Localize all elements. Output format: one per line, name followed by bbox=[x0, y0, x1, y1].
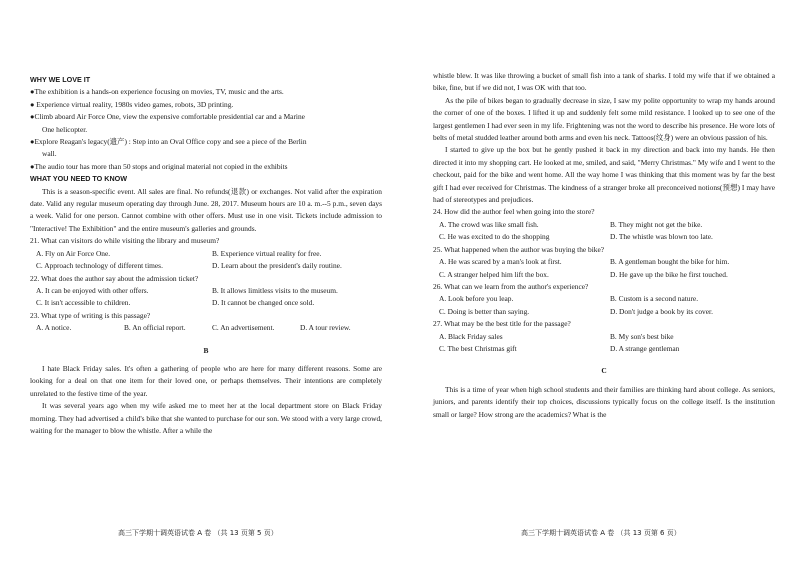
passage-b-paragraph: whistle blew. It was like throwing a bucket of small fish into a tank of sharks. I told my wife that if we obtained a bike, fine, but if we did not, I was OK with that too. bbox=[433, 71, 775, 93]
option: A. A notice. bbox=[36, 323, 72, 333]
question-25-options bbox=[433, 256, 775, 281]
option: B. My son's best bike bbox=[610, 331, 674, 341]
option: D. Learn about the president's daily routine. bbox=[212, 261, 342, 271]
question-22: 22. What does the author say about the admission ticket? bbox=[30, 273, 199, 283]
section-b-label: B bbox=[203, 345, 209, 355]
why-we-love-it-heading: WHY WE LOVE IT bbox=[30, 75, 91, 84]
what-you-need-to-know-heading: WHAT YOU NEED TO KNOW bbox=[30, 174, 128, 184]
question-22-options bbox=[30, 285, 382, 310]
left-column bbox=[30, 74, 382, 437]
page-footer: 高三下学期十调英语试卷 A 卷 （共 13 页第 5 页） bbox=[118, 529, 278, 537]
question-27: 27. What may be the best title for the passage? bbox=[433, 319, 571, 329]
question-25: 25. What happened when the author was buying the bike? bbox=[433, 244, 605, 254]
section-c-label: C bbox=[601, 366, 607, 376]
option: A. Fly on Air Force One. bbox=[36, 248, 111, 258]
question-21-options bbox=[30, 248, 382, 273]
passage-b-paragraph: It was several years ago when my wife asked me to meet her at the local department store on Black Friday morning. They had advertised a child's bike that she wanted to purchase for our son. We stood with a very large crowd, waiting for the manager to blow the whistle. After a while the bbox=[30, 401, 382, 435]
option: C. A stranger helped him lift the box. bbox=[439, 269, 549, 279]
page-footer: 高三下学期十调英语试卷 A 卷 （共 13 页第 6 页） bbox=[521, 529, 681, 537]
bullet-item: ●Climb aboard Air Force One, view the expensive comfortable presidential car and a Marine bbox=[30, 112, 305, 122]
option: B. Experience virtual reality for free. bbox=[212, 248, 322, 258]
question-24: 24. How did the author feel when going into the store? bbox=[433, 207, 595, 217]
option: C. Approach technology of different times. bbox=[36, 261, 163, 271]
question-24-options bbox=[433, 219, 775, 244]
option: A. Look before you leap. bbox=[439, 294, 514, 304]
question-26: 26. What can we learn from the author's experience? bbox=[433, 281, 589, 291]
bullet-item: ● Experience virtual reality, 1980s video games, robots, 3D printing. bbox=[30, 99, 234, 109]
right-column bbox=[433, 70, 775, 421]
option: D. He gave up the bike he first touched. bbox=[610, 269, 728, 279]
ticket-terms-paragraph: This is a season-specific event. All sales are final. No refunds(退款) or exchanges. Not valid after the expiration date. Valid any regular museum operating day through June. 28, 2017. Museum hours are 10 a. m.--5 p.m., seven days a week. Valid for one person. Cannot combine with other offers. Must use in one visit. Tickets include admission to "Interactive! The Exhibition" and the entire museum's galleries and grounds. bbox=[30, 186, 382, 233]
bullet-continuation: One helicopter. bbox=[42, 124, 88, 134]
question-26-options bbox=[433, 293, 775, 318]
option: A. The crowd was like small fish. bbox=[439, 219, 539, 229]
option: B. A gentleman bought the bike for him. bbox=[610, 257, 730, 267]
option: C. Doing is better than saying. bbox=[439, 306, 530, 316]
option: D. The whistle was blown too late. bbox=[610, 232, 713, 242]
question-27-options bbox=[433, 331, 775, 356]
option: A. It can be enjoyed with other offers. bbox=[36, 285, 149, 295]
bullet-item: ●Explore Reagan's legacy(遗产) : Step into an Oval Office copy and see a piece of the Berlin bbox=[30, 137, 307, 147]
option: C. An advertisement. bbox=[212, 323, 275, 333]
bullet-item: ●The audio tour has more than 50 stops and original material not copied in the exhibits bbox=[30, 161, 288, 171]
question-23: 23. What type of writing is this passage? bbox=[30, 310, 151, 320]
option: D. Don't judge a book by its cover. bbox=[610, 306, 713, 316]
option: C. It isn't accessible to children. bbox=[36, 298, 131, 308]
question-23-options bbox=[30, 322, 382, 334]
option: B. Custom is a second nature. bbox=[610, 294, 699, 304]
bullet-continuation: wall. bbox=[42, 149, 57, 159]
option: C. He was excited to do the shopping bbox=[439, 232, 550, 242]
option: C. The best Christmas gift bbox=[439, 343, 517, 353]
passage-b-paragraph: As the pile of bikes began to gradually decrease in size, I saw my polite opportunity to wrap my hands around the corner of one of the boxes. I lifted it up and suddenly felt some mild resistance. I looked up to see one of the largest gentlemen I had ever seen in my life. Frightening was not the word to describe his presence. He wore lots of belts of metal studded leather around both arms and even his neck. Tattoos(纹身) were an obvious passion of his. bbox=[433, 95, 775, 143]
option: A. He was scared by a man's look at first. bbox=[439, 257, 562, 267]
option: B. It allows limitless visits to the museum. bbox=[212, 285, 338, 295]
option: D. A tour review. bbox=[300, 323, 351, 333]
option: B. An official report. bbox=[124, 323, 186, 333]
passage-b-paragraph: I hate Black Friday sales. It's often a gathering of people who are here for many different reasons. Some are looking for a deal on that one item for their loved one, or perhaps themselves. Their intentions are completely unrelated to the festive time of the year. bbox=[30, 363, 382, 398]
right-page bbox=[397, 0, 794, 561]
question-21: 21. What can visitors do while visiting the library and museum? bbox=[30, 236, 220, 246]
passage-c-paragraph: This is a time of year when high school students and their families are thinking hard about college. As seniors, juniors, and parents identify their top choices, discussions typically focus on the college itself. Is the institution small or large? How strong are the academics? What is the bbox=[433, 384, 775, 419]
option: D. A strange gentleman bbox=[610, 343, 680, 353]
option: B. They might not get the bike. bbox=[610, 219, 703, 229]
option: D. It cannot be changed once sold. bbox=[212, 298, 315, 308]
bullet-item: ●The exhibition is a hands-on experience focusing on movies, TV, music and the arts. bbox=[30, 87, 284, 97]
passage-b-paragraph: I started to give up the box but he gently pushed it back in my direction and back into my hands. He then directed it into my shopping cart. He looked at me, smiled, and said, "Merry Christmas." My wife and I went to the checkout, paid for the bike and went home. All the way home I was thinking that this moment was by far the best gift I had ever received for Christmas. The kindness of a stranger broke all preconceived notions(预想) I may have had of stereotypes and prejudices. bbox=[433, 145, 775, 205]
option: A. Black Friday sales bbox=[439, 331, 503, 341]
